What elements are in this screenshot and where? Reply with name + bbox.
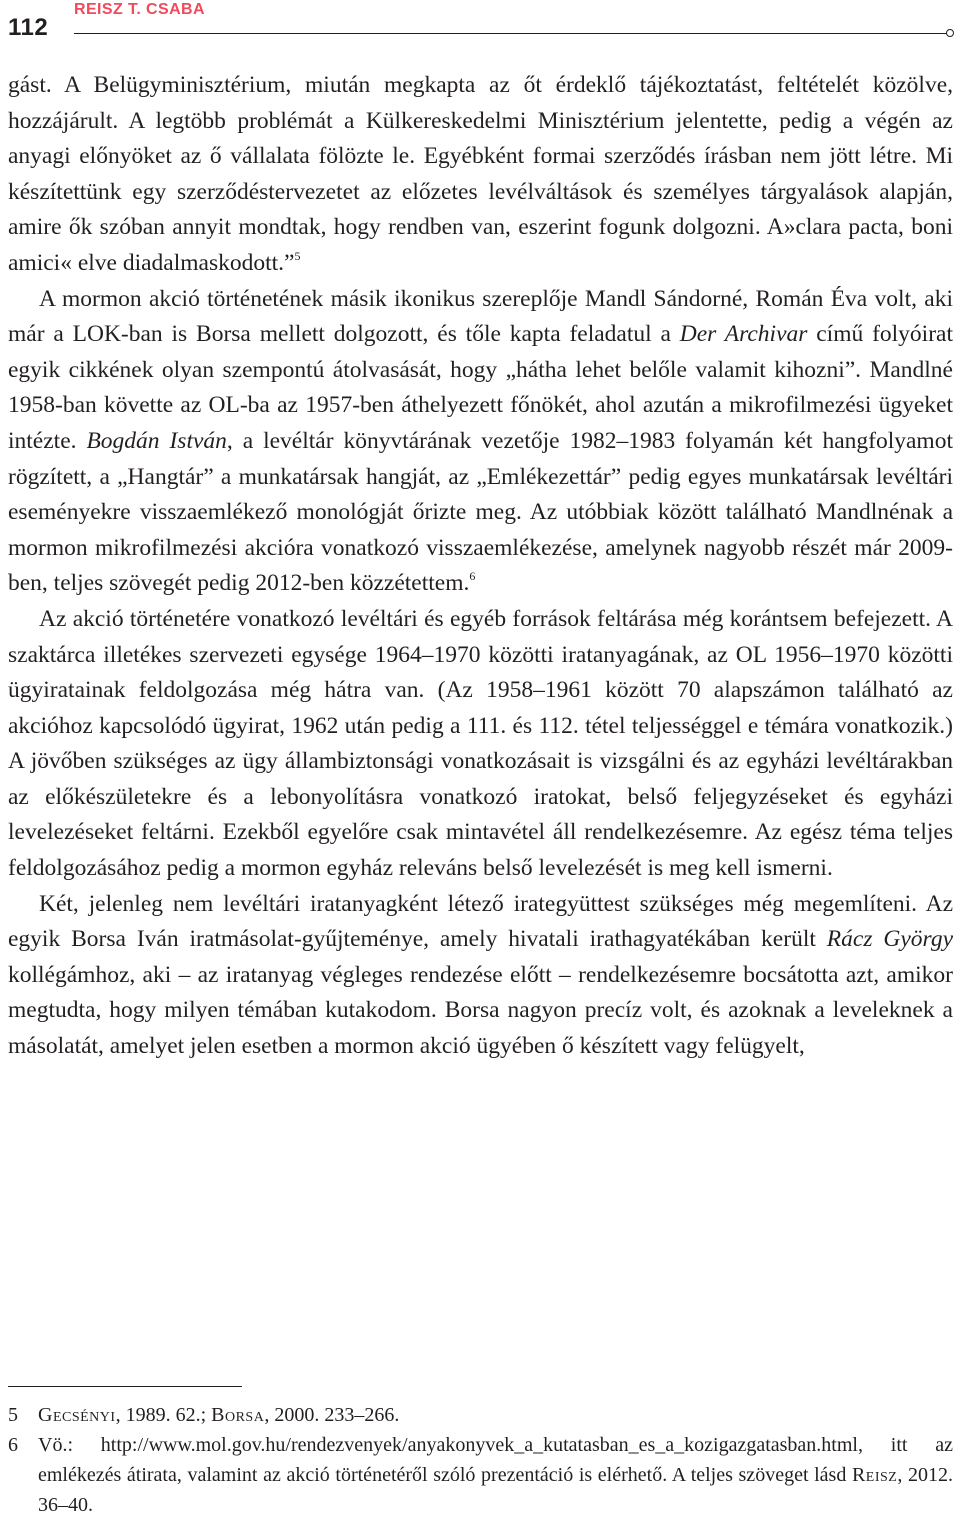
italic-name-bogdan-istvan: Bogdán István — [86, 427, 227, 454]
author-reisz: Reisz — [851, 1464, 898, 1486]
paragraph-3 — [8, 602, 953, 887]
footnote-ref-6[interactable]: 6 — [469, 569, 476, 584]
footnote-text: , 2012. 36–40. — [38, 1464, 953, 1516]
paragraph-text: Az akció történetére vonatkozó levéltári és egyéb források feltárása még korántsem befejezett. A szaktárca illetékes szervezeti egysége 1964–1970 közötti iratanyagának, az OL 1956–1970 közötti ügyiratainak feldolgozása még hátra van. (Az 1958–1961 között 70 alapszámon található az akcióhoz kapcsolódó ügyirat, 1962 után pedig a 111. és 112. tétel teljességgel e témára vonatkozik.) A jövőben szükséges az ügy állambiztonsági vonatkozásait is vizsgálni és az egyházi levéltárakban az előkészületekre és a lebonyolításra vonatkozó iratokat, belső feljegyzéseket és egyházi levelezéseket feltárni. Ezekből egyelőre csak mintavétel áll rendelkezésemre. Az egész téma teljes feldolgozásához pedig a mormon egyház releváns belső levelezését is meg kell ismerni. — [8, 605, 953, 882]
paragraph-text: kollégámhoz, aki – az iratanyag végleges rendezése előtt – rendelkezésemre bocsátotta azt, amikor megtudta, hogy milyen témában kutakodom. Borsa nagyon precíz volt, és azoknak a leveleknek a másolatát, amelyet jelen esetben a mormon akció ügyében ő készített vagy felügyelt, — [8, 961, 953, 1060]
footnote-6 — [8, 1430, 953, 1520]
footnote-5 — [8, 1400, 953, 1430]
header-rule — [74, 33, 948, 34]
paragraph-text: Két, jelenleg nem levéltári iratanyagként létező irategyüttest szükséges még megemlíteni. Az egyik Borsa Iván iratmásolat-gyűjteménye, amely hivatali irathagyatékában került — [8, 890, 953, 953]
footnote-separator — [8, 1386, 242, 1387]
footnote-number: 6 — [8, 1434, 18, 1456]
paragraph-text: A mormon akció történetének másik ikonikus szereplője Mandl Sándorné, Román Éva volt, aki már a LOK-ban is Borsa mellett dolgozott, és tőle kapta feladatul a — [8, 285, 953, 348]
footnote-text: , 1989. 62.; — [115, 1404, 212, 1426]
footnote-text: Vö.: http://www.mol.gov.hu/rendezvenyek/anyakonyvek_a_kutatasban_es_a_kozigazgatasban.html, itt az emlékezés átirata, valamint az akció történetéről szóló prezentáció is elérhető. A teljes szöveget lásd — [38, 1434, 953, 1486]
footnotes — [8, 1400, 953, 1520]
paragraph-text: , a levéltár könyvtárának vezetője 1982–1983 folyamán két hangfolyamot rögzített, a „Hangtár” a munkatársak hangját, az „Emlékezettár” pedig egyes munkatársak levéltári eseményekre visszaemlékező monológját őrizte meg. Az utóbbiak között található Mandlnénak a mormon mikrofilmezési akcióra vonatkozó visszaemlékezése, amelynek nagyobb részét már 2009-ben, teljes szövegét pedig 2012-ben közzétettem. — [8, 427, 953, 597]
footnote-text: , 2000. 233–266. — [264, 1404, 400, 1426]
paragraph-2 — [8, 282, 953, 602]
author-gecsenyi: Gecsényi — [38, 1404, 116, 1426]
running-head: REISZ T. CSABA — [74, 1, 205, 18]
paragraph-text: gást. A Belügyminisztérium, miután megkapta az őt érdeklő tájékoztatást, feltételét közölve, hozzájárult. A legtöbb problémát a Külkereskedelmi Minisztérium jelentette, pedig a végén az anyagi előnyöket az ő vállalata fölözte le. Egyébként formai szerződés írásban nem jött létre. Mi készítettünk egy szerződéstervezetet az előzetes levélváltások és személyes tárgyalások alapján, amire ők szóban annyit mondtak, hogy rendben van, eszerint fogunk dolgozni. A»clara pacta, boni amici« elve diadalmaskodott.” — [8, 72, 953, 276]
page-header — [0, 0, 960, 50]
footnote-number: 5 — [8, 1404, 18, 1426]
header-rule-end-dot — [946, 29, 954, 37]
italic-name-racz-gyorgy: Rácz György — [826, 926, 953, 953]
footnote-ref-5[interactable]: 5 — [294, 248, 301, 263]
paragraph-4 — [8, 887, 953, 1065]
italic-title-der-archivar: Der Archivar — [679, 321, 808, 348]
author-borsa: Borsa — [211, 1404, 265, 1426]
body-text — [8, 68, 953, 1065]
paragraph-text: című folyóirat egyik cikkének olyan szempontú átolvasását, hogy „hátha lehet belőle valamit kihozni”. Mandlné 1958-ban követte az OL-ba az 1957-ben áthelyezett főnökét, ahol azután a mikrofilmezési ügyeket intézte. — [8, 321, 953, 454]
page-number: 112 — [8, 14, 49, 41]
paragraph-1 — [8, 68, 953, 282]
